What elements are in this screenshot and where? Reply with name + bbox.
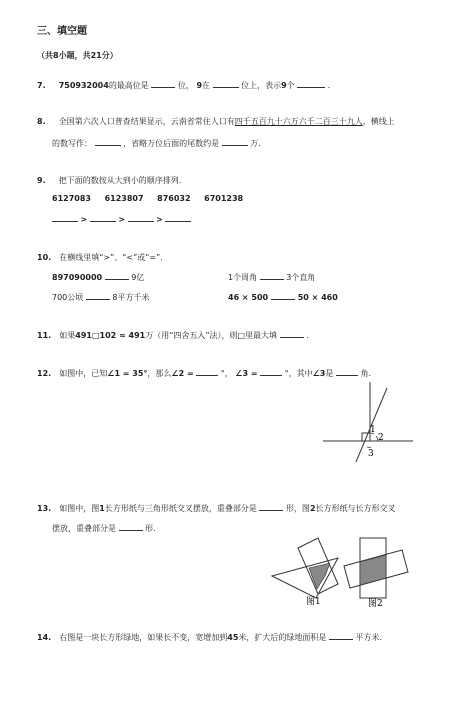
number: 876032 [157,194,191,203]
text: 角. [360,369,372,378]
section-note: （共8小题，共21分） [37,51,118,60]
fig1-caption: 图1 [306,597,321,607]
overlap-figures [268,536,418,608]
greater-than-sign: > [156,215,163,224]
answer-blank[interactable] [196,367,218,376]
text: °，其中 [284,369,313,378]
answer-blank[interactable] [95,137,121,146]
question-number: 9. [37,176,46,185]
digit: 9 [196,81,203,90]
answer-blank[interactable] [280,329,304,338]
section-title: 三、填空题 [37,26,87,37]
greater-than-sign: > [118,215,126,224]
answer-blank[interactable] [165,213,191,222]
text: 3个直角 [286,273,316,282]
answer-blank[interactable] [90,213,116,222]
expression: ∠3 [312,369,326,378]
underlined-number-words: 四千五百九十六万六千二百三十九人 [234,117,363,126]
text: ，省略万位后面的尾数约是 [123,139,220,148]
number: 6127083 [52,194,91,203]
text: 如图中，图 [59,504,100,513]
text: 形，图 [285,504,310,513]
expression: ∠3 = [235,369,258,378]
text: 米，扩大后的绿地面积是 [238,633,327,642]
answer-blank[interactable] [213,79,239,88]
angle-label-2: 2 [378,433,384,443]
expression: 46 × 500 [228,293,269,302]
answer-blank[interactable] [151,79,175,88]
compare-row1-right [228,271,315,283]
question-11 [37,329,309,341]
angle-label-1: 1 [370,425,376,435]
answer-blank[interactable] [222,137,248,146]
text: 形. [145,524,156,533]
text: 位上，表示 [241,81,282,90]
text: 把下面的数按从大到小的顺序排列. [58,176,182,185]
number-list [52,194,243,203]
text: 700公顷 [52,293,84,302]
greater-than-sign: > [80,215,88,224]
answer-blank[interactable] [260,271,284,280]
number-value: 45 [227,633,239,642]
text: . [306,331,309,340]
question-number: 11. [37,331,52,340]
text: 个 [286,81,295,90]
text: 是 [325,369,334,378]
answer-blank[interactable] [105,271,129,280]
answer-blank[interactable] [259,502,283,511]
figure-number: 2 [309,504,316,513]
number: 897090000 [52,273,103,282]
compare-row2-left [52,291,149,303]
box-symbol: □ [237,331,246,340]
text: 万. [250,139,261,148]
text: 1个周角 [228,273,258,282]
text: 长方形纸与三角形纸交叉摆放，重叠部分是 [104,504,257,513]
expression: 491□102 ≈ 491 [75,331,146,340]
angle-figure [318,380,418,462]
digit: 9 [281,81,287,90]
question-13-line2 [52,522,156,534]
number-value: 750932004 [58,81,109,90]
text: 万（用“四舍五入”法），则 [145,331,238,340]
compare-row2-right [228,291,338,302]
fig1-overlap [309,563,330,589]
text: 8平方千米 [112,293,150,302]
text: 平方米. [355,633,383,642]
text: 如果 [59,331,76,340]
text: °， [220,369,233,378]
text: 9亿 [131,273,145,282]
text: ，那么 [147,369,172,378]
text: 长方形纸与长方形交叉 [315,504,396,513]
compare-row1-left [52,271,144,283]
answer-blank[interactable] [271,291,295,300]
question-number: 7. [37,81,46,90]
expression: 50 × 460 [297,293,338,302]
expression: ∠1 = 35° [107,369,148,378]
ordering-blanks [52,213,191,224]
text: ，横线上 [362,117,395,126]
answer-blank[interactable] [52,213,78,222]
text: 在 [202,81,211,90]
question-number: 10. [37,253,52,262]
question-number: 14. [37,633,52,642]
text: 的数写作： [52,139,92,148]
question-7 [37,79,336,91]
question-8-line1 [37,116,395,127]
question-10 [37,252,163,263]
question-13-line1 [37,502,396,514]
text: 在横线里填“>”、“<”或“=”. [59,253,163,262]
number: 6701238 [204,194,244,203]
question-8-line2 [52,137,261,149]
question-9 [37,175,181,186]
question-number: 13. [37,504,52,513]
figure-number: 1 [99,504,105,513]
answer-blank[interactable] [329,631,353,640]
fig2-overlap [360,555,386,585]
question-number: 8. [37,117,46,126]
text: ． [327,81,336,90]
text: 的最高位是 [108,81,149,90]
fig2-caption: 图2 [368,599,383,608]
answer-blank[interactable] [128,213,154,222]
text: 位， [177,81,194,90]
expression: ∠2 = [171,369,194,378]
question-12 [37,367,371,379]
question-14 [37,631,382,643]
text: 如图中，已知 [59,369,108,378]
text: 右图是一块长方形绿地，如果长不变，宽增加到 [59,633,228,642]
question-number: 12. [37,369,52,378]
text: 全国第六次人口普查结果显示，云南省常住人口有 [58,117,235,126]
answer-blank[interactable] [119,522,143,531]
angle-label-3: 3 [368,449,374,459]
text: 里最大填 [245,331,278,340]
text: 摆放，重叠部分是 [52,524,116,533]
answer-blank[interactable] [297,79,325,88]
answer-blank[interactable] [86,291,110,300]
answer-blank[interactable] [260,367,282,376]
number: 6123807 [104,194,144,203]
answer-blank[interactable] [336,367,358,376]
